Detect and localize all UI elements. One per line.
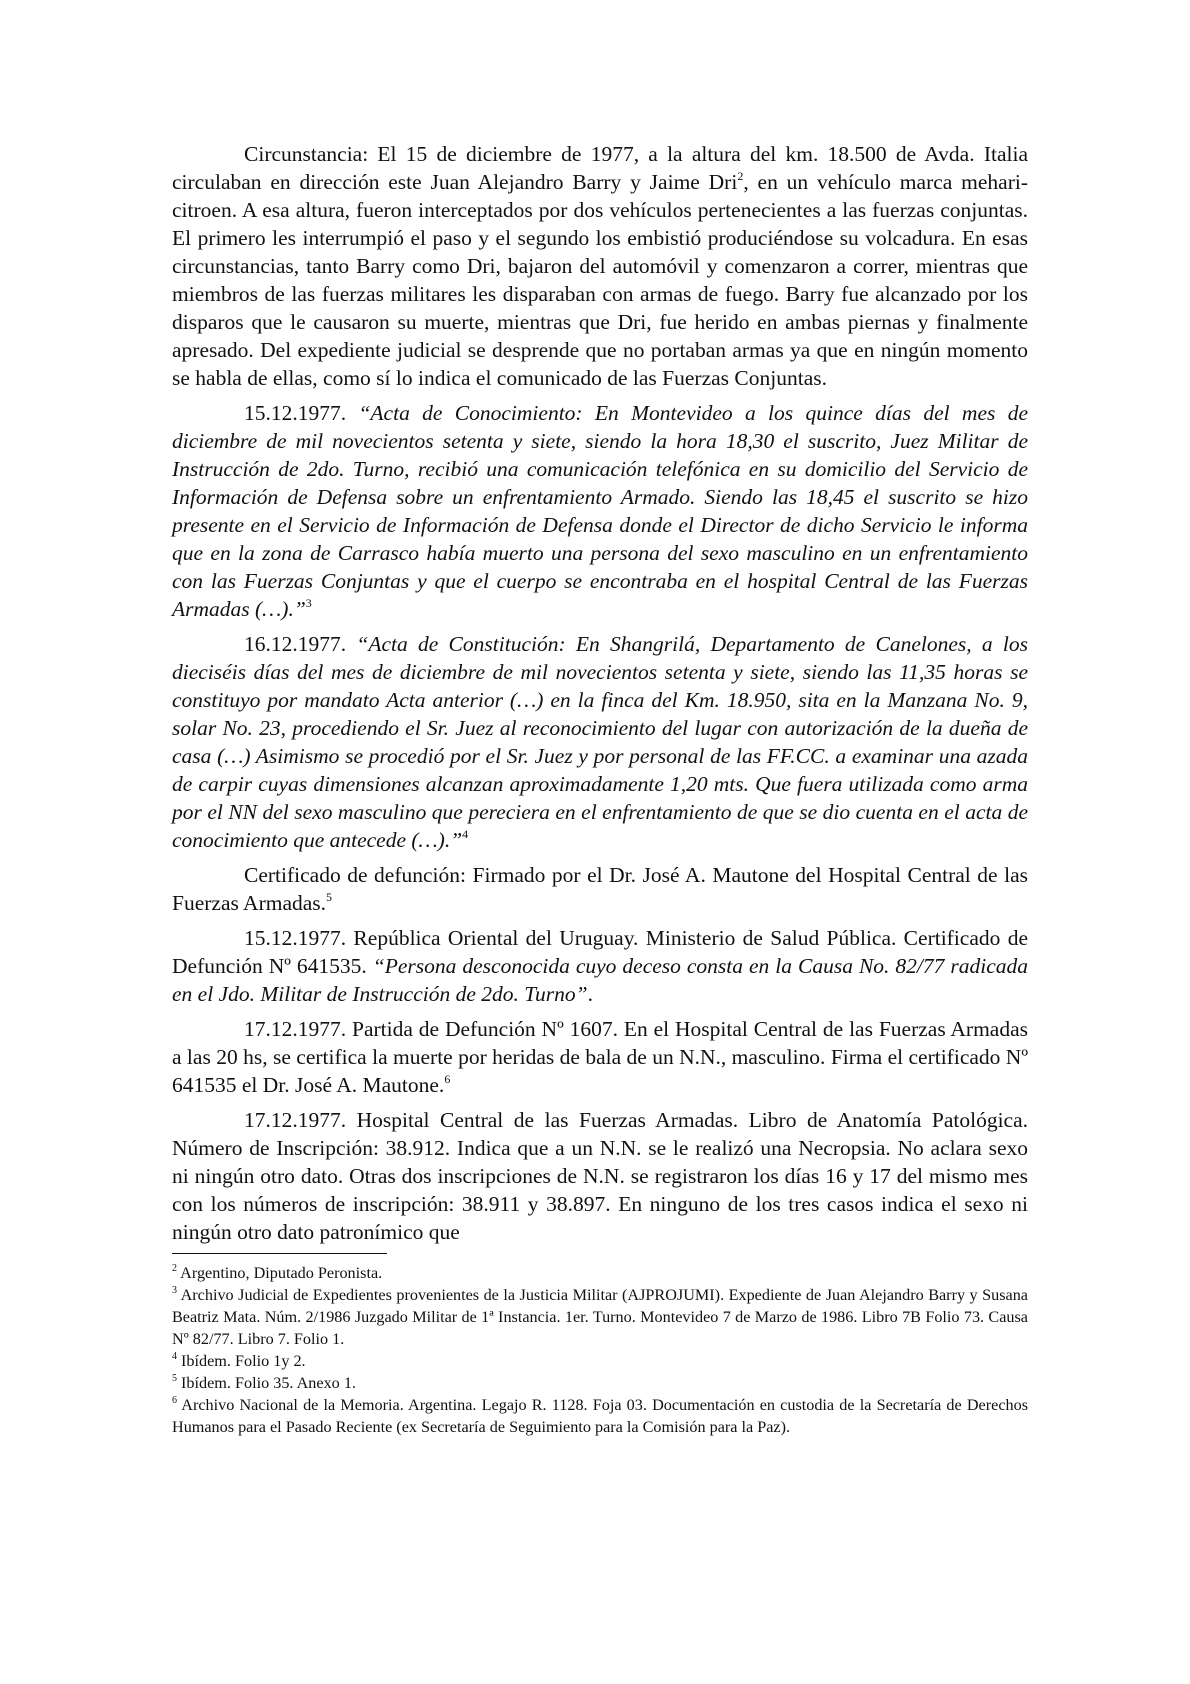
footnote-number: 2: [172, 1263, 177, 1274]
body-paragraph: [172, 861, 1028, 917]
body-paragraph: [172, 924, 1028, 1008]
paragraph-text: Circunstancia: El 15 de diciembre de 1977, a la altura del km. 18.500 de Avda. Italia circulaban en dirección este Juan Alejandro Barry y Jaime Dri: [172, 142, 1028, 194]
paragraph-text: 15.12.1977.: [244, 401, 359, 425]
footnote-separator: [172, 1253, 387, 1254]
body-paragraph: [172, 140, 1028, 392]
body-paragraph: [172, 399, 1028, 623]
footnote-number: 4: [172, 1351, 177, 1362]
body-text: [172, 140, 1028, 1246]
footnote-number: 5: [172, 1373, 177, 1384]
body-paragraph: [172, 630, 1028, 854]
paragraph-text: Certificado de defunción: Firmado por el Dr. José A. Mautone del Hospital Central de las Fuerzas Armadas.: [172, 863, 1028, 915]
paragraph-text: , en un vehículo marca mehari-citroen. A esa altura, fueron interceptados por dos vehículos pertenecientes a las fuerzas conjuntas. El primero les interrumpió el paso y el segundo los embistió produciéndose su volcadura. En esas circunstancias, tanto Barry como Dri, bajaron del automóvil y comenzaron a correr, mientras que miembros de las fuerzas militares les disparaban con armas de fuego. Barry fue alcanzado por los disparos que le causaron su muerte, mientras que Dri, fue herido en ambas piernas y finalmente apresado. Del expediente judicial se desprende que no portaban armas ya que en ningún momento se habla de ellas, como sí lo indica el comunicado de las Fuerzas Conjuntas.: [172, 170, 1028, 390]
footnote-reference[interactable]: 5: [326, 890, 333, 904]
footnote: [172, 1394, 1028, 1438]
footnote-text: Ibídem. Folio 35. Anexo 1.: [177, 1374, 356, 1392]
footnote-text: Archivo Nacional de la Memoria. Argentina. Legajo R. 1128. Foja 03. Documentación en custodia de la Secretaría de Derechos Humanos para el Pasado Reciente (ex Secretaría de Seguimiento para la Comisión para la Paz).: [172, 1396, 1028, 1436]
quoted-text: “Acta de Constitución: En Shangrilá, Departamento de Canelones, a los dieciséis días del mes de diciembre de mil novecientos setenta y siete, siendo las 11,35 horas se constituyo por mandato Acta anterior (…) en la finca del Km. 18.950, sita en la Manzana No. 9, solar No. 23, procediendo el Sr. Juez al reconocimiento del lugar con autorización de la dueña de casa (…) Asimismo se procedió por el Sr. Juez y por personal de las FF.CC. a examinar una azada de carpir cuyas dimensiones alcanzan aproximadamente 1,20 mts. Que fuera utilizada como arma por el NN del sexo masculino que pereciera en el enfrentamiento de que se dio cuenta en el acta de conocimiento que antecede (…).”: [172, 632, 1028, 852]
quoted-text: “Persona desconocida cuyo deceso consta en la Causa No. 82/77 radicada en el Jdo. Militar de Instrucción de 2do. Turno”: [172, 954, 1028, 1006]
footnotes: [172, 1262, 1028, 1438]
paragraph-text: 16.12.1977.: [244, 632, 357, 656]
paragraph-text: .: [587, 982, 594, 1006]
paragraph-text: 17.12.1977. Hospital Central de las Fuerzas Armadas. Libro de Anatomía Patológica. Número de Inscripción: 38.912. Indica que a un N.N. se le realizó una Necropsia. No aclara sexo ni ningún otro dato. Otras dos inscripciones de N.N. se registraron los días 16 y 17 del mismo mes con los números de inscripción: 38.911 y 38.897. En ninguno de los tres casos indica el sexo ni ningún otro dato patronímico que: [172, 1108, 1028, 1244]
footnote-number: 6: [172, 1395, 177, 1406]
quoted-text: “Acta de Conocimiento: En Montevideo a los quince días del mes de diciembre de mil novecientos setenta y siete, siendo la hora 18,30 el suscrito, Juez Militar de Instrucción de 2do. Turno, recibió una comunicación telefónica en su domicilio del Servicio de Información de Defensa sobre un enfrentamiento Armado. Siendo las 18,45 el suscrito se hizo presente en el Servicio de Información de Defensa donde el Director de dicho Servicio le informa que en la zona de Carrasco había muerto una persona del sexo masculino en un enfrentamiento con las Fuerzas Conjuntas y que el cuerpo se encontraba en el hospital Central de las Fuerzas Armadas (…).”: [172, 401, 1028, 621]
footnote-reference[interactable]: 4: [462, 827, 469, 841]
footnote-text: Argentino, Diputado Peronista.: [177, 1264, 383, 1282]
body-paragraph: [172, 1106, 1028, 1246]
footnote: [172, 1284, 1028, 1350]
footnote-number: 3: [172, 1285, 177, 1296]
footnote-reference[interactable]: 3: [305, 596, 312, 610]
footnote: [172, 1262, 1028, 1284]
body-paragraph: [172, 1015, 1028, 1099]
footnote-text: Ibídem. Folio 1y 2.: [177, 1352, 306, 1370]
paragraph-text: 15.12.1977. República Oriental del Uruguay. Ministerio de Salud Pública. Certificado de Defunción Nº 641535.: [172, 926, 1028, 978]
footnote-reference[interactable]: 2: [737, 169, 744, 183]
paragraph-text: 17.12.1977. Partida de Defunción Nº 1607. En el Hospital Central de las Fuerzas Armadas a las 20 hs, se certifica la muerte por heridas de bala de un N.N., masculino. Firma el certificado Nº 641535 el Dr. José A. Mautone.: [172, 1017, 1028, 1097]
footnote: [172, 1350, 1028, 1372]
footnote: [172, 1372, 1028, 1394]
footnote-text: Archivo Judicial de Expedientes provenientes de la Justicia Militar (AJPROJUMI). Expediente de Juan Alejandro Barry y Susana Beatriz Mata. Núm. 2/1986 Juzgado Militar de 1ª Instancia. 1er. Turno. Montevideo 7 de Marzo de 1986. Libro 7B Folio 73. Causa Nº 82/77. Libro 7. Folio 1.: [172, 1286, 1028, 1348]
footnote-reference[interactable]: 6: [444, 1072, 451, 1086]
document-page: [172, 140, 1028, 1438]
